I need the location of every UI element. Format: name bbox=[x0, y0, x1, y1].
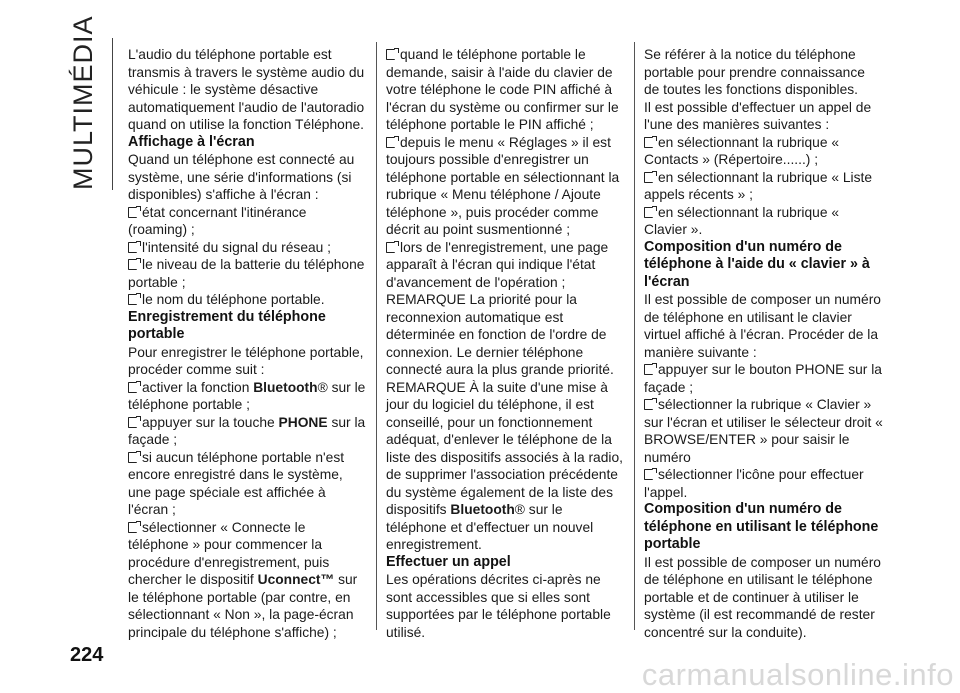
heading-effectuer-appel: Effectuer un appel bbox=[386, 553, 511, 570]
bullet-item: en sélectionnant la rubrique « Liste appels récents » ; bbox=[644, 169, 872, 202]
bullet-item: lors de l'enregistrement, une page apparaît à l'écran qui indique l'état d'avancement de l'opération ; bbox=[386, 239, 609, 290]
bullet-item: quand le téléphone portable le demande, saisir à l'aide du clavier de votre téléphone le code PIN affiché à l'écran du système ou confirmer sur le téléphone portable le PIN affiché ; bbox=[386, 47, 619, 132]
arrow-bullet-icon bbox=[128, 242, 137, 253]
paragraph: Il est possible de composer un numéro de téléphone en utilisant le téléphone portable et de continuer à utiliser le système (il est recommandé de rester concentré sur la conduite). bbox=[644, 554, 881, 640]
bullet-item: appuyer sur le bouton PHONE sur la façade ; bbox=[644, 362, 882, 395]
arrow-bullet-icon bbox=[128, 294, 137, 305]
arrow-bullet-icon bbox=[128, 382, 137, 393]
arrow-bullet-icon bbox=[644, 469, 653, 480]
heading-enregistrement: Enregistrement du téléphone portable bbox=[128, 308, 326, 342]
bullet-item: en sélectionnant la rubrique « Contacts » (Répertoire......) ; bbox=[644, 134, 840, 167]
arrow-bullet-icon bbox=[644, 207, 653, 218]
section-divider bbox=[112, 38, 113, 190]
bullet-item: le nom du téléphone portable. bbox=[128, 291, 366, 309]
arrow-bullet-icon bbox=[644, 364, 653, 375]
heading-affichage: Affichage à l'écran bbox=[128, 133, 255, 150]
arrow-bullet-icon bbox=[386, 242, 395, 253]
paragraph: Il est possible d'effectuer un appel de l'une des manières suivantes : bbox=[644, 99, 872, 132]
arrow-bullet-icon bbox=[128, 207, 137, 218]
bullet-item: sélectionner « Connecte le téléphone » pour commencer la procédure d'enregistrement, puis chercher le dispositif Uconnect™ sur le téléphone portable (par contre, en sélectionnant « Non », la page-écran principale du téléphone s'affiche) ; bbox=[128, 519, 358, 640]
arrow-bullet-icon bbox=[128, 417, 137, 428]
section-title-text: MULTIMÉDIA bbox=[68, 15, 98, 190]
bullet-item: le niveau de la batterie du téléphone portable ; bbox=[128, 257, 365, 290]
paragraph: L'audio du téléphone portable est transmis à travers le système audio du véhicule : le système désactive automatiquement l'audio de l'autoradio quand on utilise la fonction Téléphone. bbox=[128, 47, 365, 132]
column-1 bbox=[128, 46, 366, 641]
bullet-item: depuis le menu « Réglages » il est toujours possible d'enregistrer un téléphone portable en sélectionnant la rubrique « Menu téléphone / Ajoute téléphone », puis procéder comme décrit au point susmentionné ; bbox=[386, 134, 620, 237]
bullet-item: si aucun téléphone portable n'est encore enregistré dans le système, une page spéciale est affichée à l'écran ; bbox=[128, 449, 345, 517]
arrow-bullet-icon bbox=[386, 137, 395, 148]
paragraph: Les opérations décrites ci-après ne sont accessibles que si elles sont supportées par le téléphone portable utilisé. bbox=[386, 572, 611, 640]
arrow-bullet-icon bbox=[128, 259, 137, 270]
arrow-bullet-icon bbox=[644, 172, 653, 183]
bullet-item: activer la fonction Bluetooth® sur le téléphone portable ; bbox=[128, 379, 366, 412]
bullet-item: sélectionner la rubrique « Clavier » sur l'écran et utiliser le sélecteur droit « BROWSE/ENTER » pour saisir le numéro bbox=[644, 397, 883, 465]
bullet-item: sélectionner l'icône pour effectuer l'appel. bbox=[644, 467, 864, 500]
heading-composition-portable: Composition d'un numéro de téléphone en utilisant le téléphone portable bbox=[644, 501, 879, 552]
bullet-item: en sélectionnant la rubrique « Clavier ». bbox=[644, 204, 840, 237]
column-divider-1 bbox=[376, 42, 377, 630]
bullet-item: appuyer sur la touche PHONE sur la façade ; bbox=[128, 414, 366, 447]
section-title bbox=[68, 15, 108, 190]
arrow-bullet-icon bbox=[128, 522, 137, 533]
column-3 bbox=[644, 46, 884, 641]
arrow-bullet-icon bbox=[128, 452, 137, 463]
paragraph: Pour enregistrer le téléphone portable, procéder comme suit : bbox=[128, 344, 364, 377]
bullet-item: état concernant l'itinérance (roaming) ; bbox=[128, 204, 307, 237]
page-number: 224 bbox=[70, 644, 104, 666]
remark-paragraph: REMARQUE La priorité pour la reconnexion automatique est déterminée en fonction de l'ordre de connexion. Le dernier téléphone connecté aura la plus grande priorité. bbox=[386, 292, 614, 377]
paragraph: Quand un téléphone est connecté au système, une série d'informations (si disponibles) s'affiche à l'écran : bbox=[128, 152, 355, 202]
arrow-bullet-icon bbox=[644, 137, 653, 148]
arrow-bullet-icon bbox=[386, 49, 395, 60]
arrow-bullet-icon bbox=[644, 399, 653, 410]
paragraph: Il est possible de composer un numéro de téléphone en utilisant le clavier virtuel affiché à l'écran. Procéder de la manière suivante : bbox=[644, 292, 881, 360]
bullet-item: l'intensité du signal du réseau ; bbox=[128, 239, 366, 257]
watermark: carmanualsonline.info bbox=[641, 657, 954, 692]
remark-paragraph: REMARQUE À la suite d'une mise à jour du logiciel du téléphone, il est conseillé, pour un fonctionnement adéquat, d'enlever le téléphone de la liste des dispositifs associés à la radio, de supprimer l'association précédente du système également de la liste des dispositifs Bluetooth® sur le téléphone et d'effectuer un nouvel enregistrement. bbox=[386, 379, 623, 552]
column-divider-2 bbox=[634, 42, 635, 630]
column-2 bbox=[386, 46, 624, 641]
heading-composition-clavier: Composition d'un numéro de téléphone à l'aide du « clavier » à l'écran bbox=[644, 238, 870, 290]
paragraph: Se référer à la notice du téléphone portable pour prendre connaissance de toutes les fonctions disponibles. bbox=[644, 47, 865, 97]
